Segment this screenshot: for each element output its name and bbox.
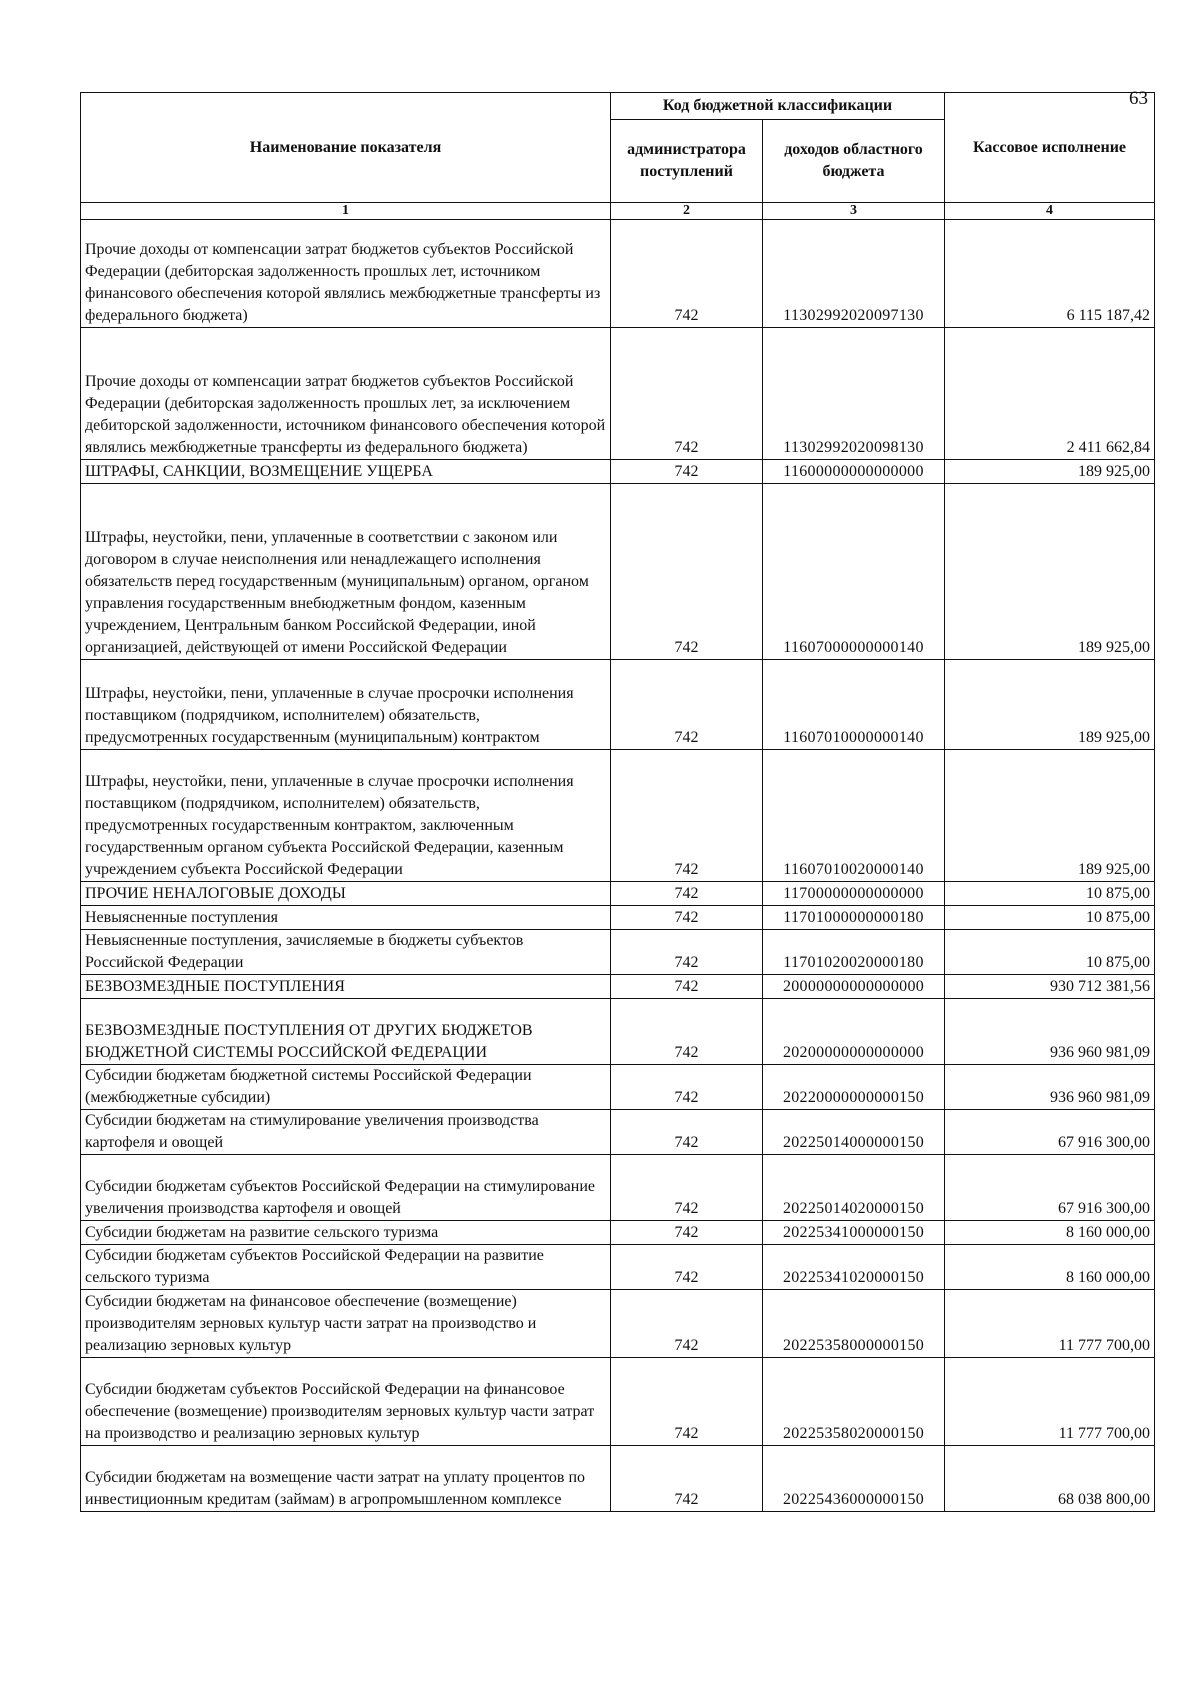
indicator-name-cell: Невыясненные поступления, зачисляемые в бюджеты субъектов Российской Федерации [81,930,611,975]
admin-code-cell: 742 [611,1155,763,1221]
execution-amount-cell: 8 160 000,00 [945,1245,1155,1290]
table-row [81,660,1155,750]
column-number: 3 [763,203,945,220]
table-row [81,1358,1155,1446]
header-name-column: Наименование показателя [81,93,611,203]
admin-code-cell: 742 [611,484,763,660]
table-row [81,1110,1155,1155]
admin-code-cell: 742 [611,750,763,882]
indicator-name-cell: Субсидии бюджетам субъектов Российской Федерации на развитие сельского туризма [81,1245,611,1290]
indicator-name-cell: Субсидии бюджетам субъектов Российской Федерации на стимулирование увеличения производства картофеля и овощей [81,1155,611,1221]
execution-amount-cell: 10 875,00 [945,906,1155,930]
table-row [81,1221,1155,1245]
table-row [81,930,1155,975]
column-number: 1 [81,203,611,220]
indicator-name-cell: БЕЗВОЗМЕЗДНЫЕ ПОСТУПЛЕНИЯ ОТ ДРУГИХ БЮДЖЕТОВ БЮДЖЕТНОЙ СИСТЕМЫ РОССИЙСКОЙ ФЕДЕРАЦИИ [81,999,611,1065]
indicator-name-cell: Субсидии бюджетам на стимулирование увеличения производства картофеля и овощей [81,1110,611,1155]
budget-execution-table [80,92,1155,1512]
header-execution-column: Кассовое исполнение [945,93,1155,203]
indicator-name-cell: Невыясненные поступления [81,906,611,930]
table-row [81,220,1155,328]
table-row [81,999,1155,1065]
indicator-name-cell: БЕЗВОЗМЕЗДНЫЕ ПОСТУПЛЕНИЯ [81,975,611,999]
table-row [81,460,1155,484]
income-code-cell: 11607010020000140 [763,750,945,882]
table-header [81,93,1155,220]
income-code-cell: 20225358000000150 [763,1290,945,1358]
admin-code-cell: 742 [611,882,763,906]
budget-table-container [80,92,1154,1512]
header-admin-column: администратора поступлений [611,120,763,203]
header-code-group: Код бюджетной классификации [611,93,945,120]
admin-code-cell: 742 [611,1065,763,1110]
income-code-cell: 20225358020000150 [763,1358,945,1446]
column-number: 4 [945,203,1155,220]
income-code-cell: 11700000000000000 [763,882,945,906]
execution-amount-cell: 189 925,00 [945,660,1155,750]
indicator-name-cell: Субсидии бюджетам на развитие сельского туризма [81,1221,611,1245]
income-code-cell: 20225014000000150 [763,1110,945,1155]
execution-amount-cell: 189 925,00 [945,460,1155,484]
execution-amount-cell: 189 925,00 [945,484,1155,660]
execution-amount-cell: 8 160 000,00 [945,1221,1155,1245]
table-row [81,1245,1155,1290]
admin-code-cell: 742 [611,328,763,460]
income-code-cell: 20000000000000000 [763,975,945,999]
execution-amount-cell: 11 777 700,00 [945,1290,1155,1358]
table-row [81,1155,1155,1221]
execution-amount-cell: 67 916 300,00 [945,1110,1155,1155]
execution-amount-cell: 2 411 662,84 [945,328,1155,460]
admin-code-cell: 742 [611,906,763,930]
admin-code-cell: 742 [611,220,763,328]
income-code-cell: 20225436000000150 [763,1446,945,1512]
table-row [81,328,1155,460]
table-row [81,975,1155,999]
admin-code-cell: 742 [611,930,763,975]
income-code-cell: 11600000000000000 [763,460,945,484]
execution-amount-cell: 67 916 300,00 [945,1155,1155,1221]
table-row [81,750,1155,882]
execution-amount-cell: 930 712 381,56 [945,975,1155,999]
income-code-cell: 11607010000000140 [763,660,945,750]
execution-amount-cell: 6 115 187,42 [945,220,1155,328]
income-code-cell: 20220000000000150 [763,1065,945,1110]
admin-code-cell: 742 [611,460,763,484]
table-row [81,1065,1155,1110]
income-code-cell: 11701000000000180 [763,906,945,930]
admin-code-cell: 742 [611,1110,763,1155]
indicator-name-cell: Субсидии бюджетам субъектов Российской Федерации на финансовое обеспечение (возмещение) производителям зерновых культур части затрат на производство и реализацию зерновых культур [81,1358,611,1446]
admin-code-cell: 742 [611,1358,763,1446]
indicator-name-cell: Штрафы, неустойки, пени, уплаченные в случае просрочки исполнения поставщиком (подрядчиком, исполнителем) обязательств, предусмотренных государственным (муниципальным) контрактом [81,660,611,750]
indicator-name-cell: Штрафы, неустойки, пени, уплаченные в соответствии с законом или договором в случае неисполнения или ненадлежащего исполнения обязательств перед государственным (муниципальным) органом, органом управления государственным внебюджетным фондом, казенным учреждением, Центральным банком Российской Федерации, иной организацией, действующей от имени Российской Федерации [81,484,611,660]
indicator-name-cell: ПРОЧИЕ НЕНАЛОГОВЫЕ ДОХОДЫ [81,882,611,906]
table-row [81,484,1155,660]
admin-code-cell: 742 [611,975,763,999]
execution-amount-cell: 936 960 981,09 [945,1065,1155,1110]
execution-amount-cell: 10 875,00 [945,930,1155,975]
indicator-name-cell: Прочие доходы от компенсации затрат бюджетов субъектов Российской Федерации (дебиторская задолженность прошлых лет, за исключением дебиторской задолженности, источником финансового обеспечения которой являлись межбюджетные трансферты из федерального бюджета) [81,328,611,460]
table-row [81,906,1155,930]
table-body [81,220,1155,1512]
execution-amount-cell: 68 038 800,00 [945,1446,1155,1512]
table-row [81,1290,1155,1358]
income-code-cell: 20225341020000150 [763,1245,945,1290]
indicator-name-cell: Прочие доходы от компенсации затрат бюджетов субъектов Российской Федерации (дебиторская задолженность прошлых лет, источником финансового обеспечения которой являлись межбюджетные трансферты из федерального бюджета) [81,220,611,328]
income-code-cell: 20225014020000150 [763,1155,945,1221]
execution-amount-cell: 11 777 700,00 [945,1358,1155,1446]
page-number: 63 [1129,88,1148,109]
income-code-cell: 11701020020000180 [763,930,945,975]
table-row [81,882,1155,906]
income-code-cell: 11302992020098130 [763,328,945,460]
header-income-column: доходов областного бюджета [763,120,945,203]
income-code-cell: 11302992020097130 [763,220,945,328]
execution-amount-cell: 936 960 981,09 [945,999,1155,1065]
column-number: 2 [611,203,763,220]
admin-code-cell: 742 [611,1221,763,1245]
execution-amount-cell: 189 925,00 [945,750,1155,882]
income-code-cell: 20225341000000150 [763,1221,945,1245]
indicator-name-cell: Субсидии бюджетам на возмещение части затрат на уплату процентов по инвестиционным кредитам (займам) в агропромышленном комплексе [81,1446,611,1512]
admin-code-cell: 742 [611,999,763,1065]
indicator-name-cell: Субсидии бюджетам бюджетной системы Российской Федерации (межбюджетные субсидии) [81,1065,611,1110]
execution-amount-cell: 10 875,00 [945,882,1155,906]
admin-code-cell: 742 [611,1446,763,1512]
admin-code-cell: 742 [611,1290,763,1358]
income-code-cell: 20200000000000000 [763,999,945,1065]
admin-code-cell: 742 [611,660,763,750]
indicator-name-cell: ШТРАФЫ, САНКЦИИ, ВОЗМЕЩЕНИЕ УЩЕРБА [81,460,611,484]
income-code-cell: 11607000000000140 [763,484,945,660]
indicator-name-cell: Субсидии бюджетам на финансовое обеспечение (возмещение) производителям зерновых культур части затрат на производство и реализацию зерновых культур [81,1290,611,1358]
indicator-name-cell: Штрафы, неустойки, пени, уплаченные в случае просрочки исполнения поставщиком (подрядчиком, исполнителем) обязательств, предусмотренных государственным контрактом, заключенным государственным органом субъекта Российской Федерации, казенным учреждением субъекта Российской Федерации [81,750,611,882]
table-row [81,1446,1155,1512]
admin-code-cell: 742 [611,1245,763,1290]
